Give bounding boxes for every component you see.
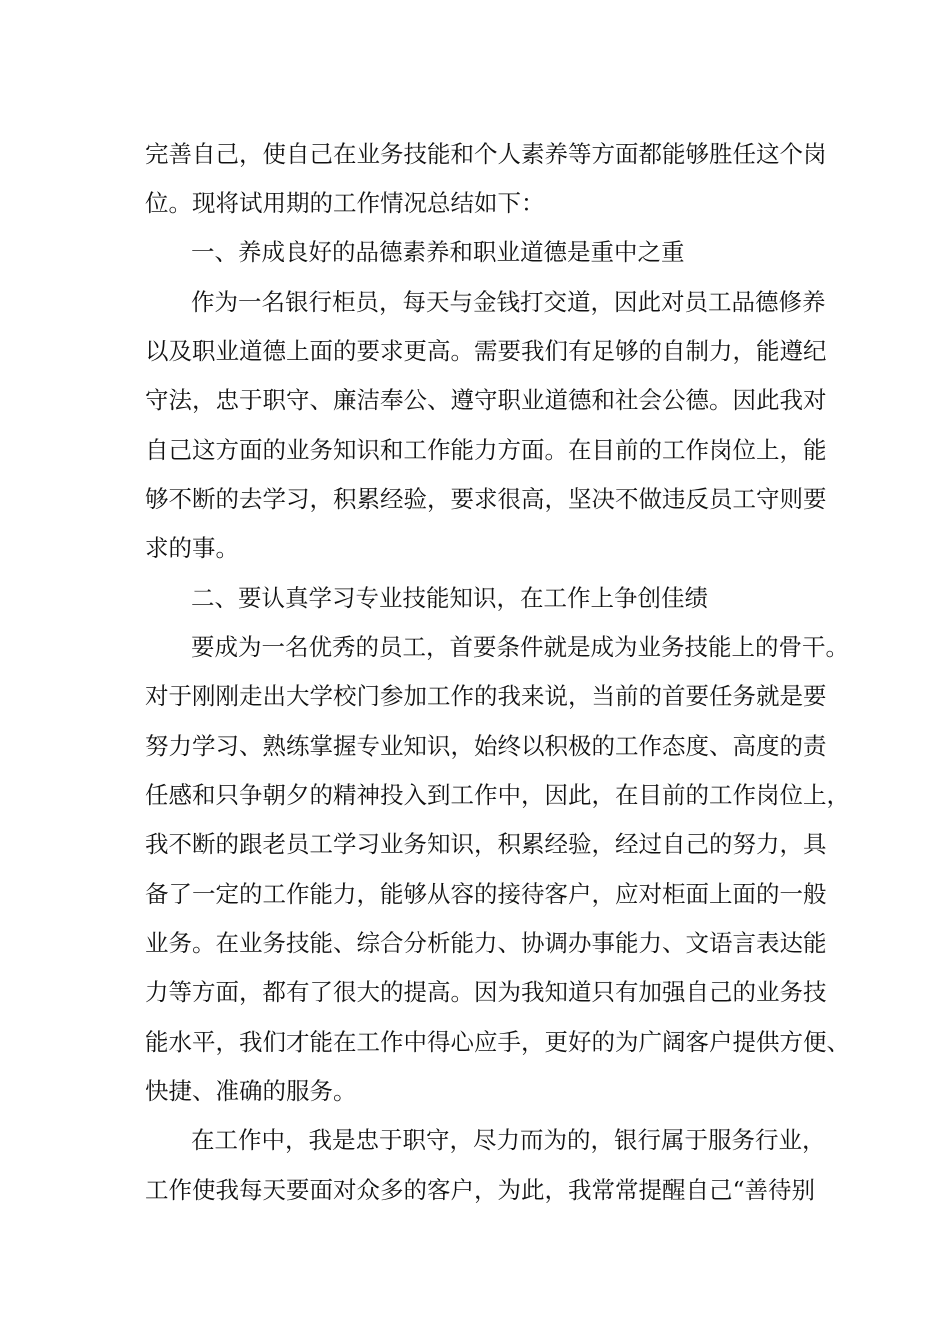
paragraph-line-13: 努力学习、熟练掌握专业知识，始终以积极的工作态度、高度的责 [145,732,827,760]
section-heading-1: 一、养成良好的品德素养和职业道德是重中之重 [191,238,685,266]
paragraph-line-18: 力等方面，都有了很大的提高。因为我知道只有加强自己的业务技 [145,978,827,1006]
paragraph-line-6: 守法，忠于职守、廉洁奉公、遵守职业道德和社会公德。因此我对 [145,386,827,414]
paragraph-line-15: 我不断的跟老员工学习业务知识，积累经验，经过自己的努力，具 [145,830,827,858]
paragraph-line-1: 完善自己，使自己在业务技能和个人素养等方面都能够胜任这个岗 [145,140,827,168]
paragraph-line-22: 工作使我每天要面对众多的客户，为此，我常常提醒自己“善待别 [145,1176,816,1204]
paragraph-line-21: 在工作中，我是忠于职守，尽力而为的，银行属于服务行业， [191,1126,826,1154]
paragraph-line-2: 位。现将试用期的工作情况总结如下： [145,189,545,217]
paragraph-line-7: 自己这方面的业务知识和工作能力方面。在目前的工作岗位上，能 [145,436,827,464]
paragraph-line-16: 备了一定的工作能力，能够从容的接待客户，应对柜面上面的一般 [145,880,827,908]
paragraph-line-20: 快捷、准确的服务。 [145,1077,357,1105]
section-heading-2: 二、要认真学习专业技能知识，在工作上争创佳绩 [191,584,708,612]
paragraph-line-17: 业务。在业务技能、综合分析能力、协调办事能力、文语言表达能 [145,929,827,957]
paragraph-line-8: 够不断的去学习，积累经验，要求很高，坚决不做违反员工守则要 [145,485,827,513]
paragraph-line-4: 作为一名银行柜员，每天与金钱打交道，因此对员工品德修养 [191,288,826,316]
paragraph-line-5: 以及职业道德上面的要求更高。需要我们有足够的自制力，能遵纪 [145,337,827,365]
paragraph-line-9: 求的事。 [145,534,239,562]
paragraph-line-12: 对于刚刚走出大学校门参加工作的我来说，当前的首要任务就是要 [145,682,827,710]
paragraph-line-19: 能水平，我们才能在工作中得心应手，更好的为广阔客户提供方便、 [145,1028,850,1056]
paragraph-line-14: 任感和只争朝夕的精神投入到工作中，因此，在目前的工作岗位上， [145,781,850,809]
paragraph-line-11: 要成为一名优秀的员工，首要条件就是成为业务技能上的骨干。 [191,633,849,661]
